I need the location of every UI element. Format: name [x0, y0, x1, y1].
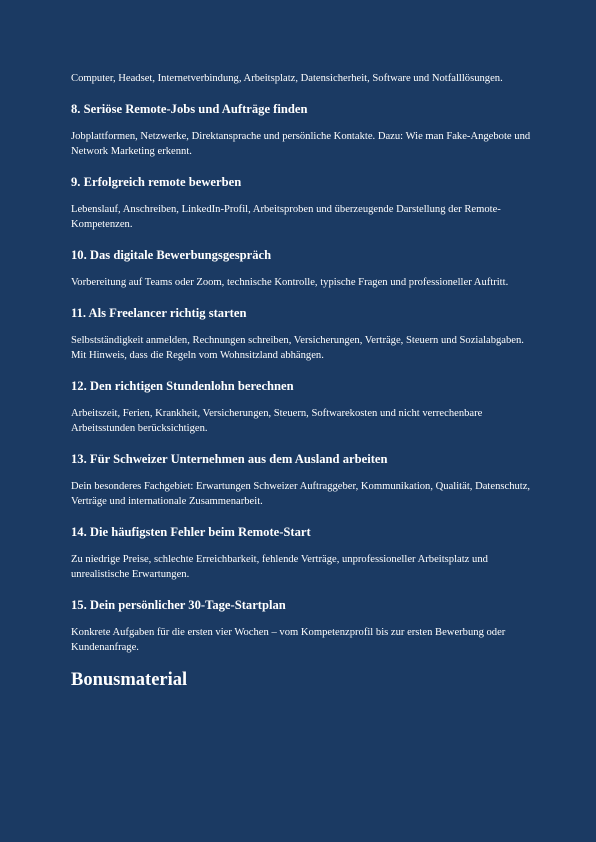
section-body: Zu niedrige Preise, schlechte Erreichbarkeit, fehlende Verträge, unprofessioneller Arbeitsplatz und unrealistische Erwartungen. — [71, 554, 488, 580]
section-9 — [71, 174, 531, 232]
bonus-heading: Bonusmaterial — [71, 670, 188, 690]
intro-paragraph: Computer, Headset, Internetverbindung, Arbeitsplatz, Datensicherheit, Software und Notfalllösungen. — [71, 73, 503, 84]
section-heading: 14. Die häufigsten Fehler beim Remote-Start — [71, 525, 311, 539]
page-content — [71, 71, 531, 691]
section-body: Arbeitszeit, Ferien, Krankheit, Versicherungen, Steuern, Softwarekosten und nicht verrechenbare Arbeitsstunden berücksichtigen. — [71, 408, 483, 434]
section-11 — [71, 305, 531, 363]
section-12 — [71, 378, 531, 436]
section-body: Dein besonderes Fachgebiet: Erwartungen Schweizer Auftraggeber, Kommunikation, Qualität, Datenschutz, Verträge und internationale Zusammenarbeit. — [71, 481, 531, 507]
section-8 — [71, 101, 531, 159]
section-body: Vorbereitung auf Teams oder Zoom, technische Kontrolle, typische Fragen und professioneller Auftritt. — [71, 277, 509, 288]
section-body: Selbstständigkeit anmelden, Rechnungen schreiben, Versicherungen, Verträge, Steuern und Sozialabgaben. Mit Hinweis, dass die Regeln vom Wohnsitzland abhängen. — [71, 335, 524, 361]
section-heading: 13. Für Schweizer Unternehmen aus dem Ausland arbeiten — [71, 452, 388, 466]
section-heading: 12. Den richtigen Stundenlohn berechnen — [71, 379, 294, 393]
section-heading: 8. Seriöse Remote-Jobs und Aufträge finden — [71, 102, 308, 116]
section-15 — [71, 597, 531, 655]
section-heading: 9. Erfolgreich remote bewerben — [71, 175, 242, 189]
section-body: Lebenslauf, Anschreiben, LinkedIn-Profil, Arbeitsproben und überzeugende Darstellung der Remote-Kompetenzen. — [71, 204, 501, 230]
section-body: Jobplattformen, Netzwerke, Direktansprache und persönliche Kontakte. Dazu: Wie man Fake-Angebote und Network Marketing erkennt. — [71, 131, 531, 157]
section-13 — [71, 451, 531, 509]
section-14 — [71, 524, 531, 582]
section-body: Konkrete Aufgaben für die ersten vier Wochen – vom Kompetenzprofil bis zur ersten Bewerbung oder Kundenanfrage. — [71, 627, 506, 653]
section-heading: 15. Dein persönlicher 30-Tage-Startplan — [71, 598, 286, 612]
section-heading: 11. Als Freelancer richtig starten — [71, 306, 247, 320]
section-heading: 10. Das digitale Bewerbungsgespräch — [71, 248, 272, 262]
section-10 — [71, 247, 531, 290]
